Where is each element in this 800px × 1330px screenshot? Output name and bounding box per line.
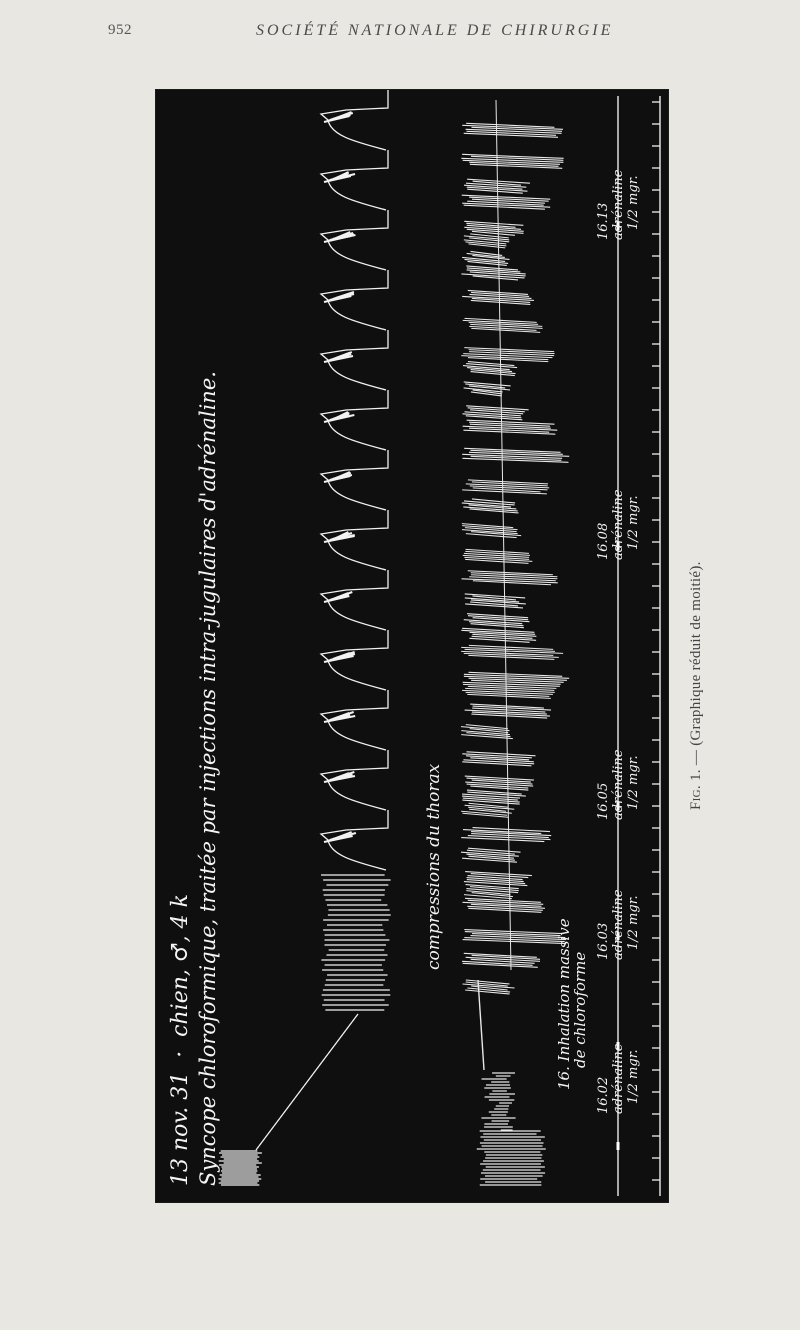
event-4-time: 16.08 [596,522,611,560]
event-1-time: 16.02 [596,1076,611,1114]
event-3-sub: 1/2 mgr. [626,755,641,810]
event-2-sub: 1/2 mgr. [626,895,641,950]
event-5 [596,170,641,240]
kymograph-tracing [156,90,668,1202]
figure-caption-number: Fig. 1. [688,769,704,810]
event-4-label: adrénaline [611,489,626,560]
event-2-label: adrénaline [611,889,626,960]
event-5-label: adrénaline [611,169,626,240]
running-head: SOCIÉTÉ NATIONALE DE CHIRURGIE [256,22,614,39]
event-2-time: 16.03 [596,922,611,960]
plate-title: Syncope chloroformique, traitée par injections intra-jugulaires d'adrénaline. [196,371,220,1186]
figure-caption-text: — (Graphique réduit de moitié). [688,561,704,766]
compressions-label: compressions du thorax [424,763,444,970]
event-2 [596,890,641,960]
figure-plate [156,90,668,1202]
event-0-label: Inhalation massive [555,918,573,1062]
event-3-label: adrénaline [611,749,626,820]
plate-subject: chien, ♂, 4 k [168,894,193,1037]
event-5-sub: 1/2 mgr. [626,175,641,230]
event-1 [596,1044,641,1114]
pressure-trace [218,90,390,1185]
event-0-sub: de chloroforme [571,951,589,1068]
event-4 [596,490,641,560]
event-5-time: 16.13 [596,202,611,240]
figure-caption [688,561,705,810]
event-0 [556,918,588,1090]
plate-date: 13 nov. 31 · chien, ♂, 4 k [168,894,193,1186]
event-0-time: 16. [555,1066,573,1090]
page-number: 952 [108,22,132,38]
event-1-sub: 1/2 mgr. [626,1049,641,1104]
event-3-time: 16.05 [596,782,611,820]
event-4-sub: 1/2 mgr. [626,495,641,550]
event-1-label: adrénaline [611,1043,626,1114]
plate-date-text: 13 nov. 31 [168,1071,193,1186]
respiration-trace [461,100,569,1185]
event-3 [596,750,641,820]
